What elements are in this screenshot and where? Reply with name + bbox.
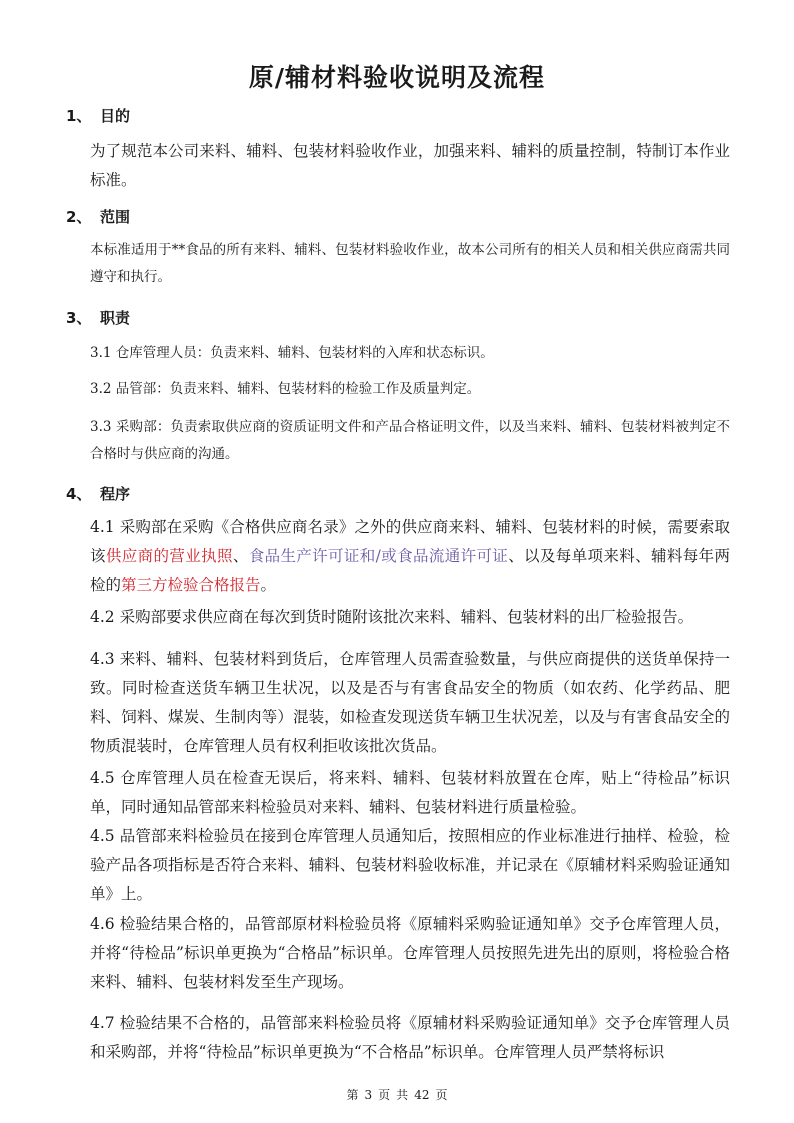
paragraph: 4.7 检验结果不合格的，品管部来料检验员将《原辅材料采购验证通知单》交予仓库管理人员和采购部，并将“待检品”标识单更换为“不合格品”标识单。仓库管理人员严禁将标识	[90, 1014, 730, 1061]
paragraph: 为了规范本公司来料、辅料、包装材料验收作业，加强来料、辅料的质量控制，特制订本作业标准。	[90, 142, 730, 189]
paragraph: 4.5 品管部来料检验员在接到仓库管理人员通知后，按照相应的作业标准进行抽样、检验，检验产品各项指标是否符合来料、辅料、包装材料验收标准，并记录在《原辅材料采购验证通知单》上。	[90, 827, 730, 903]
footer-text: 页	[435, 1088, 448, 1102]
section-title: 范围	[100, 208, 131, 226]
footer-text: 共	[396, 1088, 409, 1102]
section-title: 职责	[100, 309, 131, 327]
section-title: 目的	[100, 107, 131, 125]
paragraph: 3.2 品管部：负责来料、辅料、包装材料的检验工作及质量判定。	[90, 381, 481, 397]
paragraph: 4.6 检验结果合格的，品管部原材料检验员将《原辅料采购验证通知单》交予仓库管理人员，并将“待检品”标识单更换为“合格品”标识单。仓库管理人员按照先进先出的原则，将检验合格来料、辅料、包装材料发至生产现场。	[90, 915, 730, 991]
highlighted-text: 供应商的营业执照	[105, 547, 233, 565]
text-run: 、以及每单项来料、辅料每年两检的	[90, 547, 730, 594]
paragraph: 4.3 来料、辅料、包装材料到货后，仓库管理人员需查验数量，与供应商提供的送货单保持一致。同时检查送货车辆卫生状况，以及是否与有害食品安全的物质（如农药、化学药品、肥料、饲料、煤炭、生制肉等）混装，如检查发现送货车辆卫生状况差，以及与有害食品安全的物质混装时，仓库管理人员有权利拒收该批次货品。	[90, 650, 730, 755]
total-pages: 42	[414, 1088, 430, 1102]
paragraph: 3.1 仓库管理人员：负责来料、辅料、包装材料的入库和状态标识。	[90, 345, 494, 361]
paragraph: 4.2 采购部要求供应商在每次到货时随附该批次来料、辅料、包装材料的出厂检验报告。	[90, 608, 694, 626]
paragraph-4-1	[90, 513, 730, 600]
paragraph: 3.3 采购部：负责索取供应商的资质证明文件和产品合格证明文件，以及当来料、辅料、包装材料被判定不合格时与供应商的沟通。	[90, 419, 730, 462]
section-number: 4、	[66, 485, 92, 503]
section-number: 3、	[66, 309, 92, 327]
section-1-heading	[66, 105, 130, 126]
section-3-heading	[66, 307, 130, 328]
document-title: 原/辅材料验收说明及流程	[248, 63, 546, 92]
section-number: 1、	[66, 107, 92, 125]
page-footer	[0, 1086, 794, 1103]
section-4-heading	[66, 483, 130, 504]
section-number: 2、	[66, 208, 92, 226]
text-run: 、	[232, 547, 249, 565]
footer-text: 页	[378, 1088, 391, 1102]
footer-text: 第	[346, 1088, 359, 1102]
highlighted-text: 食品生产许可证和/或食品流通许可证	[248, 547, 509, 565]
section-title: 程序	[100, 485, 131, 503]
section-2-heading	[66, 206, 130, 227]
highlighted-text: 第三方检验合格报告	[121, 576, 261, 594]
text-run: 。	[260, 576, 277, 594]
paragraph: 本标准适用于**食品的所有来料、辅料、包装材料验收作业，故本公司所有的相关人员和相关供应商需共同遵守和执行。	[90, 242, 730, 285]
text-run: 4.1 采购部在采购《合格供应商名录》之外的供应商来料、辅料、包装材料的时候，需要索取该	[90, 518, 730, 565]
paragraph: 4.5 仓库管理人员在检查无误后，将来料、辅料、包装材料放置在仓库，贴上“待检品”标识单，同时通知品管部来料检验员对来料、辅料、包装材料进行质量检验。	[90, 769, 730, 816]
page-number: 3	[364, 1088, 373, 1102]
